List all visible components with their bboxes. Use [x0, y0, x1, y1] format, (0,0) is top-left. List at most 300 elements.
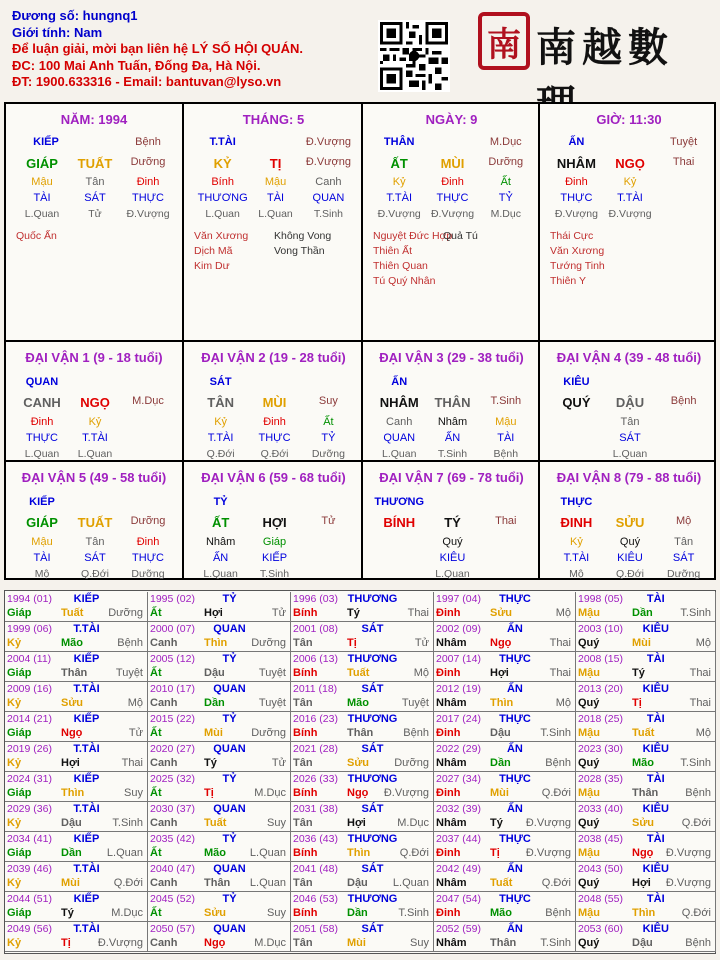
luck-title: ĐẠI VẬN 4 (39 - 48 tuổi) [556, 350, 702, 365]
pillars-row4-item: Tử [88, 208, 102, 220]
year-stem: Bính [293, 607, 318, 619]
pillars-row1-item: GIÁP [26, 156, 58, 171]
luck-row3-item: T.TÀI [207, 432, 234, 444]
note: Nguyệt Đức Hợp [373, 230, 453, 242]
luck-row1-item: NGỌ [80, 395, 110, 410]
year-stage: Mộ [413, 667, 429, 679]
pillars-row1-item: ẤT [390, 156, 408, 171]
year-stage: Dưỡng [251, 637, 286, 649]
year-branch: Ngọ [347, 787, 369, 799]
year-god: KIÊU [642, 743, 669, 755]
pillars-row2-item: Bính [211, 176, 234, 188]
year-stem: Quý [578, 637, 600, 649]
year-stage: T.Sinh [680, 607, 711, 619]
luck-row0-item: ẤN [391, 376, 408, 388]
luck-row2-item: Đinh [136, 536, 160, 548]
year-cell [291, 892, 434, 922]
luck-row4-item: Dưỡng [131, 568, 165, 580]
year-god: TÀI [646, 593, 665, 605]
year-god: KIÊU [642, 623, 669, 635]
year-cell [148, 622, 291, 652]
luck-row2-item: Tân [674, 536, 694, 548]
year-branch: Tý [490, 817, 503, 829]
year-cell [434, 862, 576, 892]
year-stage: Mộ [555, 607, 571, 619]
year-god: THỰC [499, 773, 531, 785]
year-cell [148, 712, 291, 742]
year-god: TÀI [646, 893, 665, 905]
year-cell [576, 712, 716, 742]
year-stem: Mậu [578, 667, 600, 679]
luck-row3-item: T.TÀI [563, 552, 590, 564]
year-label: 2051 (58) [293, 923, 338, 935]
year-cell [148, 802, 291, 832]
year-cell [291, 742, 434, 772]
brand-logo [478, 12, 708, 72]
year-stem: Quý [578, 937, 600, 949]
year-label: 2050 (57) [150, 923, 195, 935]
year-label: 2035 (42) [150, 833, 195, 845]
luck-row1-item: CANH [23, 395, 61, 410]
year-stem: Đinh [436, 907, 461, 919]
pillars-row1-item: NHÂM [556, 156, 596, 171]
year-stem: Canh [150, 817, 178, 829]
year-branch: Thân [61, 667, 88, 679]
year-stage: M.Dục [397, 817, 429, 829]
year-god: KIÊU [642, 923, 669, 935]
year-stem: Nhâm [436, 817, 467, 829]
pillars-row1-item: NGỌ [615, 156, 645, 171]
year-branch: Mão [204, 847, 226, 859]
year-stem: Đinh [436, 607, 461, 619]
year-branch: Mão [632, 757, 654, 769]
year-stem: Bính [293, 727, 318, 739]
year-stage: Q.Đới [541, 877, 571, 889]
pillars-row2-item: Ất [500, 176, 511, 188]
pillars-row2-item: Mậu [31, 176, 53, 188]
luck-row2-item: Đinh [263, 416, 286, 428]
pillars-row3-item: TỶ [498, 192, 513, 204]
year-branch: Hợi [347, 817, 366, 829]
year-label: 2053 (60) [578, 923, 623, 935]
year-stage: L.Quan [392, 877, 429, 889]
pillars-row1-item: Dưỡng [130, 156, 166, 168]
qr-code-icon [378, 20, 450, 92]
year-label: 2004 (11) [7, 653, 52, 665]
luck-row1-item: DẬU [615, 395, 645, 410]
year-stage: M.Dục [111, 907, 143, 919]
note: Thái Cực [550, 230, 594, 242]
year-stem: Nhâm [436, 877, 467, 889]
luck-title: ĐẠI VẬN 6 (59 - 68 tuổi) [201, 470, 346, 485]
seal-icon: 南 [478, 12, 530, 70]
pillars-row2-item: Đinh [565, 176, 588, 188]
year-cell [148, 832, 291, 862]
year-cell [148, 922, 291, 952]
luck-row0-item: THƯƠNG [374, 496, 425, 508]
year-stage: Q.Đới [681, 817, 711, 829]
luck-row2-item: Mậu [495, 416, 517, 428]
year-stage: Tử [128, 727, 143, 739]
note: Văn Xương [550, 245, 605, 257]
pillars-row2-item: Đinh [136, 176, 160, 188]
pillars-row2-item: Kỷ [623, 176, 637, 188]
pillars-row4-item: M.Dục [490, 208, 521, 220]
luck-row4-item: L.Quan [203, 568, 238, 580]
pillars-row2-item: Kỷ [392, 176, 406, 188]
luck-row4-item: T.Sinh [259, 568, 290, 580]
year-god: TÀI [646, 713, 665, 725]
year-stage: Tuyệt [401, 697, 429, 709]
year-cell [291, 922, 434, 952]
year-stem: Nhâm [436, 637, 467, 649]
year-stage: Thai [549, 667, 571, 679]
year-stem: Kỷ [7, 937, 22, 949]
year-stage: T.Sinh [540, 727, 571, 739]
luck-row4-item: Mộ [569, 568, 584, 580]
year-stage: Tử [271, 607, 286, 619]
note: Thiên Ất [373, 245, 413, 257]
year-god: KIẾP [73, 653, 100, 665]
luck-row4-item: Q.Đới [206, 448, 235, 460]
year-branch: Dậu [347, 877, 368, 889]
pillars-row3-item: TÀI [33, 192, 51, 204]
year-label: 2012 (19) [436, 683, 481, 695]
year-cell [434, 832, 576, 862]
luck-row3-item: SÁT [672, 552, 695, 564]
luck-title: ĐẠI VẬN 8 (79 - 88 tuổi) [556, 470, 702, 485]
year-god: ẤN [506, 803, 523, 815]
year-label: 2038 (45) [578, 833, 623, 845]
pillars-row1-item: Dưỡng [488, 156, 524, 168]
year-cell [148, 862, 291, 892]
year-stem: Bính [293, 907, 318, 919]
year-stage: Dưỡng [251, 727, 286, 739]
year-cell [5, 652, 148, 682]
year-stage: Thai [121, 757, 143, 769]
year-god: TỶ [222, 833, 237, 845]
year-cell [5, 772, 148, 802]
year-cell [5, 622, 148, 652]
annual-luck-table [4, 590, 716, 954]
year-label: 1998 (05) [578, 593, 623, 605]
year-branch: Ngọ [490, 637, 512, 649]
year-god: THỰC [499, 833, 531, 845]
year-cell [434, 682, 576, 712]
pillars-title: GIỜ: 11:30 [596, 112, 662, 127]
year-label: 1994 (01) [7, 593, 52, 605]
year-stage: Thai [689, 697, 711, 709]
year-cell [434, 742, 576, 772]
pillars-row4-item: L.Quan [258, 208, 293, 220]
year-god: TÀI [646, 653, 665, 665]
year-branch: Mùi [204, 727, 223, 739]
luck-row2-item: Tân [620, 416, 640, 428]
year-label: 2026 (33) [293, 773, 338, 785]
year-cell [576, 772, 716, 802]
year-label: 2032 (39) [436, 803, 481, 815]
luck-row3-item: SÁT [619, 432, 641, 444]
year-branch: Dần [204, 697, 225, 709]
year-stem: Mậu [578, 607, 600, 619]
year-cell [576, 682, 716, 712]
luck-row1-item: THÂN [434, 395, 471, 410]
year-stem: Canh [150, 757, 178, 769]
year-stage: Thai [689, 667, 711, 679]
year-god: KIÊU [642, 863, 669, 875]
year-god: ẤN [506, 623, 523, 635]
luck-row2-item: Giáp [262, 536, 287, 548]
luck-row2-item: Canh [386, 416, 413, 428]
luck-row1-item: HỢI [262, 515, 287, 530]
year-branch: Hợi [632, 877, 651, 889]
pillars-row4-item: T.Sinh [313, 208, 343, 220]
year-stage: M.Dục [254, 937, 286, 949]
year-label: 2002 (09) [436, 623, 481, 635]
pillars-row3-item: SÁT [84, 192, 106, 204]
year-god: KIẾP [73, 593, 100, 605]
year-god: KIÊU [642, 803, 669, 815]
year-branch: Dậu [204, 667, 225, 679]
luck-row2-item: Tân [85, 536, 105, 548]
year-stage: Mộ [695, 727, 711, 739]
year-label: 2006 (13) [293, 653, 338, 665]
luck-row2-item: Nhâm [437, 416, 468, 428]
year-branch: Mùi [347, 937, 366, 949]
year-stem: Kỷ [7, 637, 22, 649]
year-branch: Thìn [204, 637, 228, 649]
year-god: T.TÀI [73, 683, 100, 695]
year-label: 2014 (21) [7, 713, 52, 725]
year-cell [148, 892, 291, 922]
luck-row2-item: Ất [323, 416, 334, 428]
year-stem: Ất [150, 787, 162, 799]
pillars-row1-item: MÙI [440, 156, 465, 171]
year-branch: Tý [61, 907, 74, 919]
pillars-title: NGÀY: 9 [425, 112, 478, 127]
pillars-row3-item: THỰC [436, 192, 469, 204]
year-god: TÀI [646, 833, 665, 845]
luck-row1-item: MÙI [262, 395, 287, 410]
year-god: SÁT [361, 623, 384, 635]
year-god: ẤN [506, 863, 523, 875]
note: Thiên Y [550, 275, 586, 287]
four-pillars-chart [4, 102, 716, 580]
year-stage: Đ.Vượng [383, 787, 429, 799]
year-stem: Tân [293, 877, 313, 889]
year-label: 2020 (27) [150, 743, 195, 755]
luck-row2-item: Mậu [31, 536, 53, 548]
luck-row3-item: KIẾP [261, 552, 288, 564]
year-stem: Tân [293, 697, 313, 709]
pillars-row1-item: TUẤT [77, 156, 113, 171]
luck-row3-item: QUAN [383, 432, 416, 444]
year-stem: Giáp [7, 607, 32, 619]
year-god: KIẾP [73, 893, 100, 905]
note: Quốc Ấn [16, 230, 57, 242]
year-label: 2011 (18) [293, 683, 338, 695]
year-branch: Thìn [632, 907, 656, 919]
year-branch: Sửu [632, 817, 655, 829]
year-god: KIẾP [73, 833, 100, 845]
pillars-row2-item: Tân [85, 176, 105, 188]
year-branch: Sửu [490, 607, 513, 619]
luck-row3-item: THỰC [25, 432, 59, 444]
year-cell [5, 802, 148, 832]
year-cell [434, 712, 576, 742]
luck-row3-item: THỰC [131, 552, 165, 564]
year-stage: Đ.Vượng [97, 937, 143, 949]
year-label: 2008 (15) [578, 653, 623, 665]
year-stem: Tân [293, 937, 313, 949]
luck-title: ĐẠI VẬN 2 (19 - 28 tuổi) [201, 350, 346, 365]
year-stage: M.Dục [254, 787, 286, 799]
year-stage: Q.Đới [541, 787, 571, 799]
year-stem: Mậu [578, 727, 600, 739]
year-stage: Tuyệt [115, 667, 143, 679]
luck-row1-item: T.Sinh [490, 395, 522, 407]
year-branch: Sửu [204, 907, 227, 919]
luck-title: ĐẠI VẬN 1 (9 - 18 tuổi) [25, 350, 163, 365]
year-cell [291, 592, 434, 622]
year-stem: Tân [293, 757, 313, 769]
note: Vong Thần [274, 245, 325, 257]
year-god: THƯƠNG [347, 653, 398, 665]
year-label: 2046 (53) [293, 893, 338, 905]
year-branch: Hợi [204, 607, 223, 619]
year-cell [5, 832, 148, 862]
year-label: 1995 (02) [150, 593, 195, 605]
luck-title: ĐẠI VẬN 3 (29 - 38 tuổi) [379, 350, 524, 365]
year-branch: Dần [347, 907, 368, 919]
pillars-title: THÁNG: 5 [242, 112, 305, 127]
year-stem: Ất [150, 907, 162, 919]
luck-row1-item: TÝ [444, 515, 461, 530]
year-god: ẤN [506, 683, 523, 695]
year-stem: Giáp [7, 727, 32, 739]
year-label: 2037 (44) [436, 833, 481, 845]
year-cell [576, 622, 716, 652]
year-cell [291, 682, 434, 712]
luck-row4-item: Mộ [34, 568, 50, 580]
pillars-row3-item: THƯƠNG [197, 192, 248, 204]
year-stem: Kỷ [7, 697, 22, 709]
year-label: 2049 (56) [7, 923, 52, 935]
year-cell [148, 742, 291, 772]
year-stage: Đ.Vượng [665, 847, 711, 859]
luck-row1-item: ĐINH [560, 515, 593, 530]
year-stem: Canh [150, 697, 178, 709]
luck-row3-item: T.TÀI [82, 432, 108, 444]
luck-row1-item: TUẤT [77, 515, 113, 530]
year-branch: Tý [204, 757, 217, 769]
year-god: KIẾP [73, 713, 100, 725]
luck-row1-item: TÂN [207, 395, 234, 410]
year-stage: Bệnh [685, 787, 711, 799]
year-stage: Thai [549, 637, 571, 649]
luck-row3-item: THỰC [258, 432, 291, 444]
year-stem: Ất [150, 667, 162, 679]
luck-title: ĐẠI VẬN 7 (69 - 78 tuổi) [379, 470, 524, 485]
year-god: TỶ [222, 653, 237, 665]
year-cell [434, 922, 576, 952]
year-label: 2036 (43) [293, 833, 338, 845]
year-branch: Sửu [347, 757, 370, 769]
year-god: KIÊU [642, 683, 669, 695]
year-god: TỶ [222, 773, 237, 785]
year-stage: Tuyệt [258, 667, 286, 679]
luck-row1-item: Thai [495, 515, 517, 527]
year-cell [291, 832, 434, 862]
year-branch: Tị [490, 847, 500, 859]
luck-row1-item: QUÝ [562, 395, 591, 410]
note: Tướng Tinh [550, 260, 605, 272]
year-cell [148, 772, 291, 802]
year-branch: Tuất [61, 607, 84, 619]
year-stem: Tân [293, 817, 313, 829]
luck-row4-item: Bệnh [493, 448, 519, 460]
year-label: 2000 (07) [150, 623, 195, 635]
year-label: 2009 (16) [7, 683, 52, 695]
year-cell [291, 862, 434, 892]
year-label: 2007 (14) [436, 653, 481, 665]
year-stage: T.Sinh [398, 907, 429, 919]
luck-row2-item: Đinh [30, 416, 54, 428]
year-cell [148, 652, 291, 682]
year-cell [434, 772, 576, 802]
luck-row0-item: SÁT [209, 376, 232, 388]
year-label: 2031 (38) [293, 803, 338, 815]
year-stage: Suy [267, 817, 286, 829]
year-stem: Đinh [436, 787, 461, 799]
year-label: 2042 (49) [436, 863, 481, 875]
pillars-row4-item: Đ.Vượng [554, 208, 598, 220]
year-branch: Dần [490, 757, 511, 769]
pillars-row3-item: T.TÀI [386, 192, 413, 204]
year-stem: Nhâm [436, 697, 467, 709]
luck-row1-item: Tử [321, 515, 336, 527]
year-branch: Tị [347, 637, 357, 649]
year-god: THƯƠNG [347, 833, 398, 845]
year-branch: Tý [632, 667, 645, 679]
year-god: THƯƠNG [347, 773, 398, 785]
year-cell [434, 592, 576, 622]
pillars-row4-item: Đ.Vượng [377, 208, 421, 220]
year-stem: Canh [150, 637, 178, 649]
year-cell [5, 592, 148, 622]
luck-row4-item: L.Quan [24, 448, 60, 460]
year-cell [5, 742, 148, 772]
year-label: 2017 (24) [436, 713, 481, 725]
year-label: 2001 (08) [293, 623, 338, 635]
year-branch: Tuất [204, 817, 227, 829]
year-stem: Quý [578, 877, 600, 889]
year-stage: Mộ [127, 697, 143, 709]
luck-row3-item: KIÊU [439, 552, 466, 564]
year-stem: Kỷ [7, 877, 22, 889]
pillars-row0-item: THÂN [383, 136, 415, 148]
year-cell [148, 682, 291, 712]
year-stage: Suy [267, 907, 286, 919]
pillars-row4-item: L.Quan [24, 208, 60, 220]
year-god: THỰC [499, 653, 531, 665]
year-god: THƯƠNG [347, 593, 398, 605]
logo-text: 南越數 [536, 24, 674, 71]
year-label: 2019 (26) [7, 743, 52, 755]
year-label: 2022 (29) [436, 743, 481, 755]
luck-row4-item: T.Sinh [437, 448, 468, 460]
pillars-row3-item: QUAN [312, 192, 345, 204]
